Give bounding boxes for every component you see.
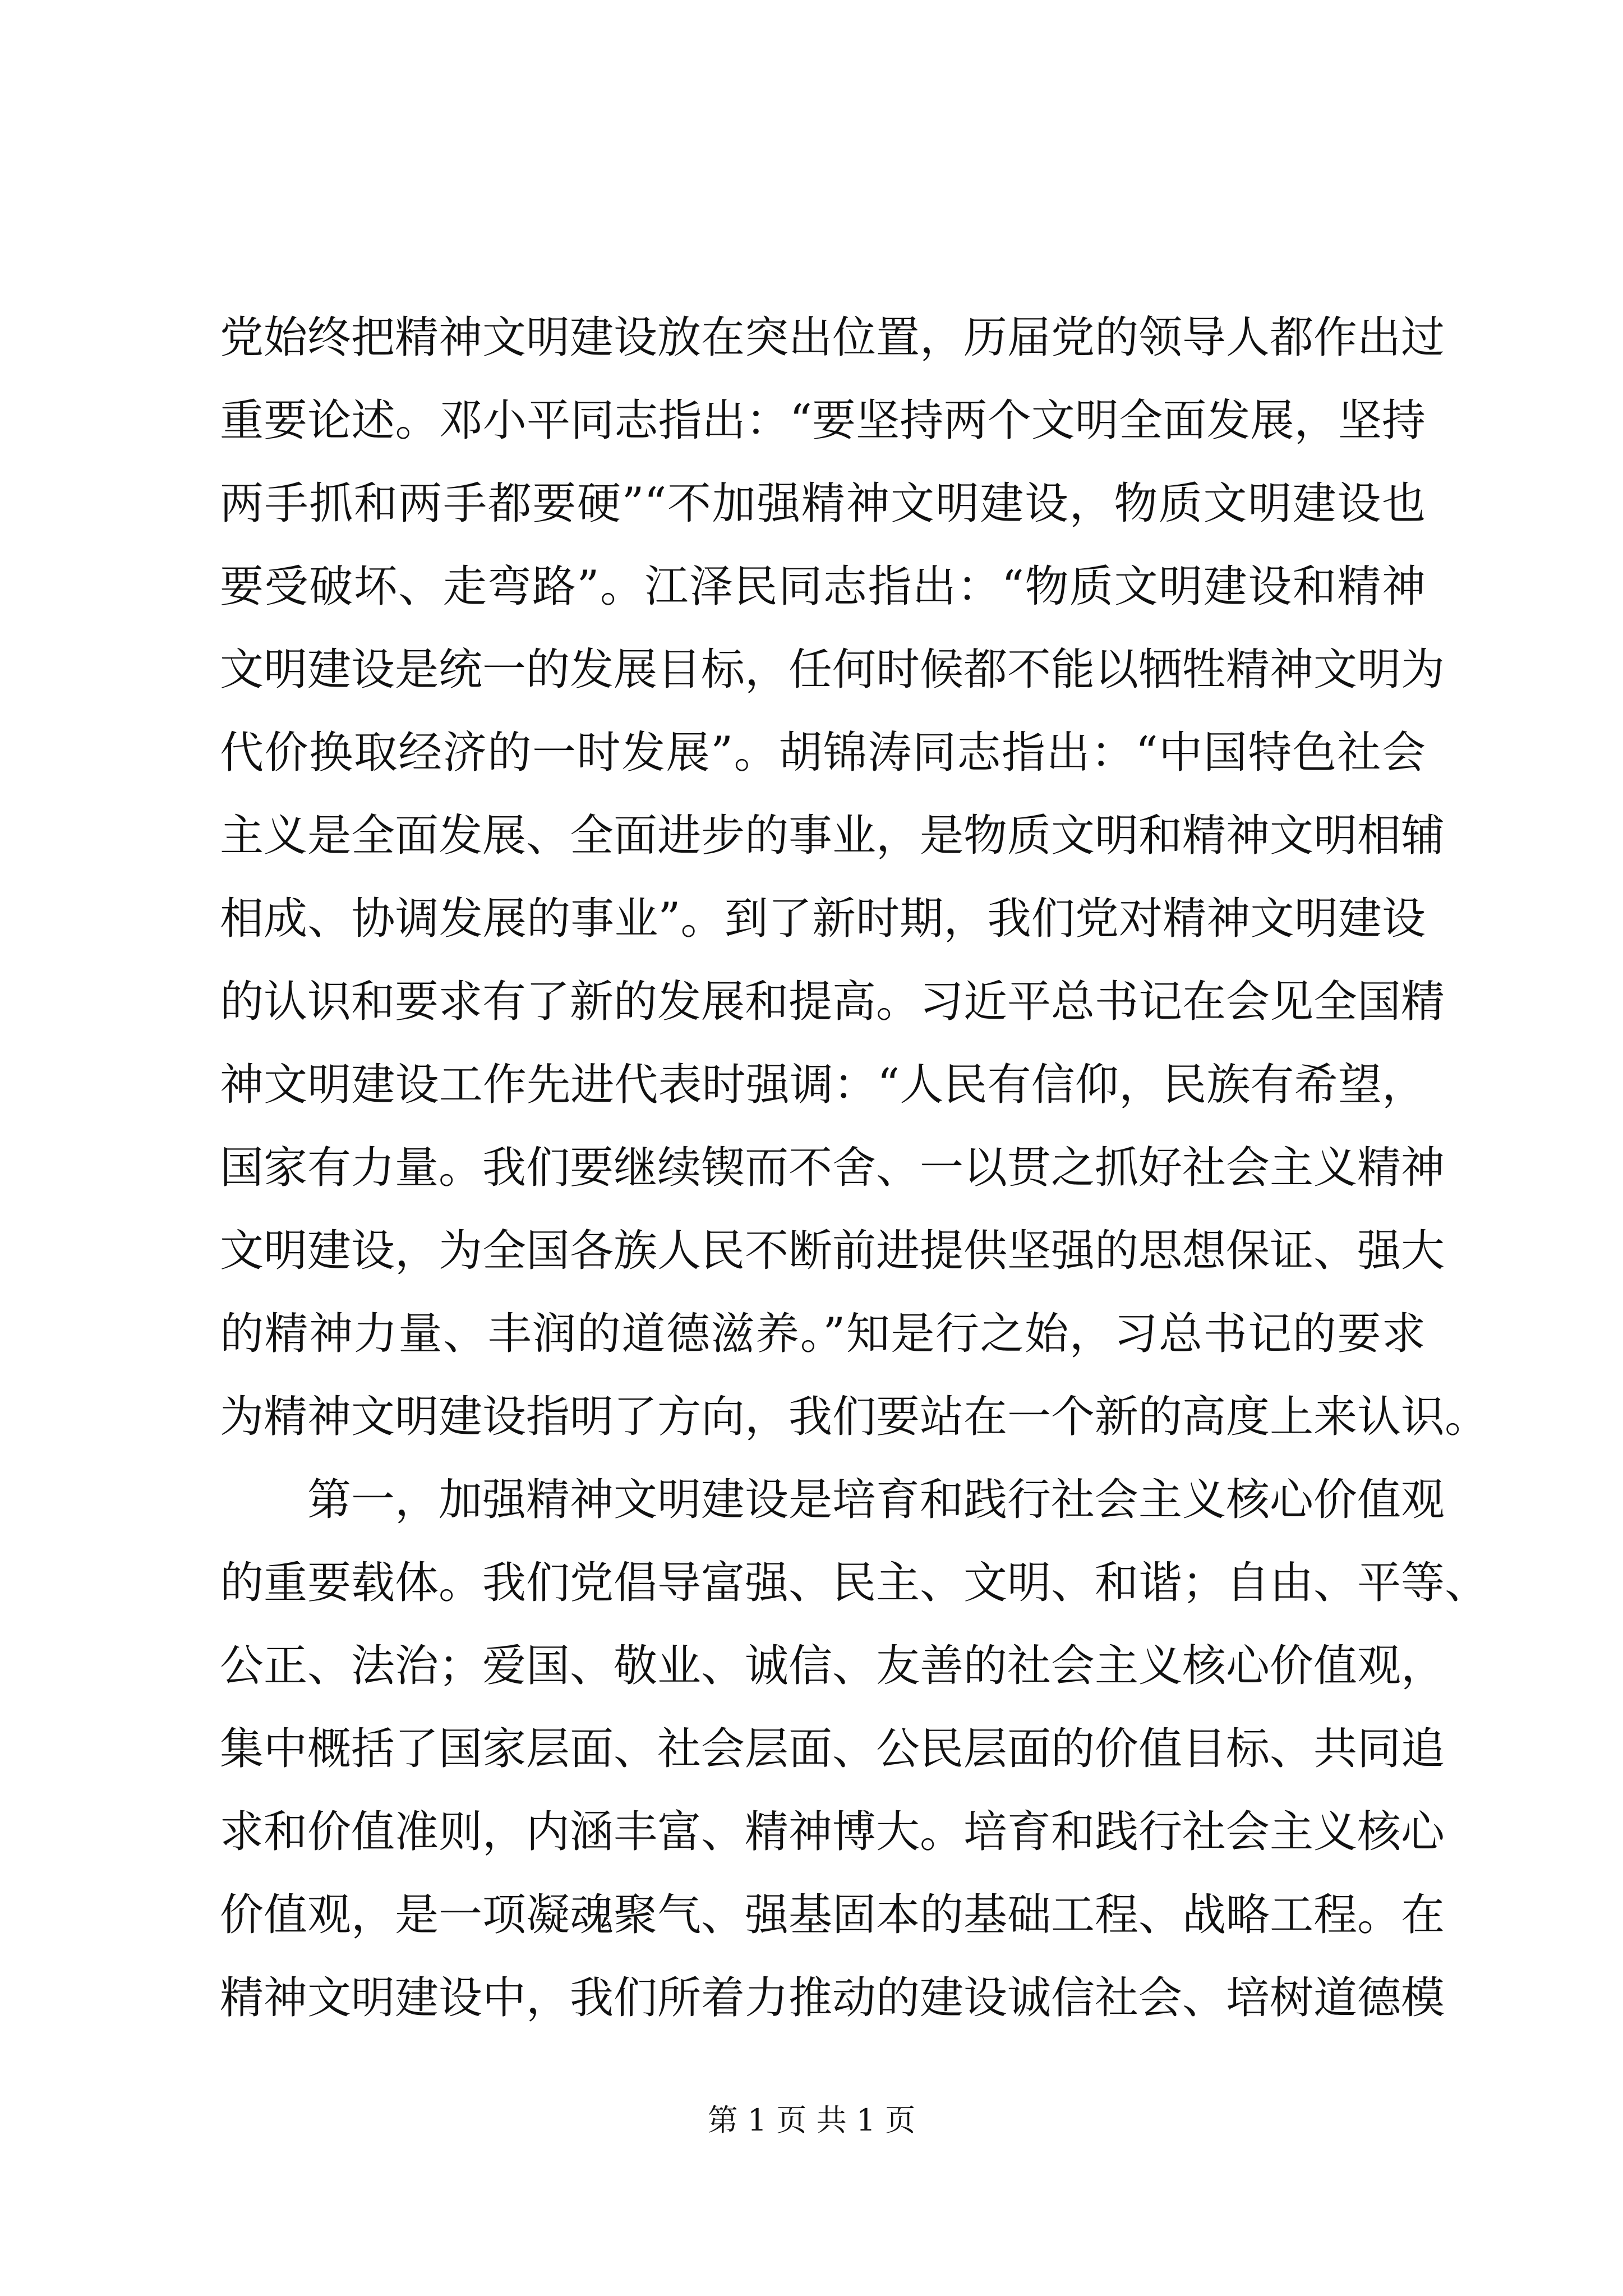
text-line: 价值观，是一项凝魂聚气、强基固本的基础工程、战略工程。在 bbox=[220, 1890, 1445, 1940]
text-line: 代价换取经济的一时发展”。胡锦涛同志指出：“中国特色社会 bbox=[220, 728, 1426, 778]
text-line: 公正、法治；爱国、敬业、诚信、友善的社会主义核心价值观， bbox=[220, 1641, 1445, 1691]
text-line: 重要论述。邓小平同志指出：“要坚持两个文明全面发展，坚持 bbox=[220, 395, 1426, 446]
text-line: 为精神文明建设指明了方向，我们要站在一个新的高度上来认识。 bbox=[220, 1392, 1489, 1442]
text-line: 的重要载体。我们党倡导富强、民主、文明、和谐；自由、平等、 bbox=[220, 1558, 1489, 1608]
document-body bbox=[220, 296, 1489, 2040]
text-line: 的认识和要求有了新的发展和提高。习近平总书记在会见全国精 bbox=[220, 977, 1445, 1027]
text-line: 神文明建设工作先进代表时强调：“人民有信仰，民族有希望， bbox=[220, 1060, 1426, 1110]
text-line: 党始终把精神文明建设放在突出位置，历届党的领导人都作出过 bbox=[220, 312, 1445, 363]
page-number: 第 1 页 共 1 页 bbox=[707, 2102, 916, 2138]
text-line: 精神文明建设中，我们所着力推动的建设诚信社会、培树道德模 bbox=[220, 1973, 1445, 2023]
text-line: 文明建设，为全国各族人民不断前进提供坚强的思想保证、强大 bbox=[220, 1226, 1445, 1276]
text-line: 国家有力量。我们要继续锲而不舍、一以贯之抓好社会主义精神 bbox=[220, 1143, 1445, 1193]
text-line: 文明建设是统一的发展目标，任何时候都不能以牺牲精神文明为 bbox=[220, 645, 1445, 695]
text-line: 集中概括了国家层面、社会层面、公民层面的价值目标、共同追 bbox=[220, 1724, 1445, 1774]
text-line: 的精神力量、丰润的道德滋养。”知是行之始，习总书记的要求 bbox=[220, 1309, 1426, 1359]
text-line: 两手抓和两手都要硬”“不加强精神文明建设，物质文明建设也 bbox=[220, 478, 1426, 529]
text-line: 主义是全面发展、全面进步的事业，是物质文明和精神文明相辅 bbox=[220, 811, 1445, 861]
text-line: 第一，加强精神文明建设是培育和践行社会主义核心价值观 bbox=[307, 1475, 1445, 1525]
page-footer bbox=[0, 2098, 1623, 2143]
text-line: 相成、协调发展的事业”。到了新时期，我们党对精神文明建设 bbox=[220, 894, 1426, 944]
text-line: 求和价值准则，内涵丰富、精神博大。培育和践行社会主义核心 bbox=[220, 1807, 1445, 1857]
text-line: 要受破坏、走弯路”。江泽民同志指出：“物质文明建设和精神 bbox=[220, 562, 1426, 612]
